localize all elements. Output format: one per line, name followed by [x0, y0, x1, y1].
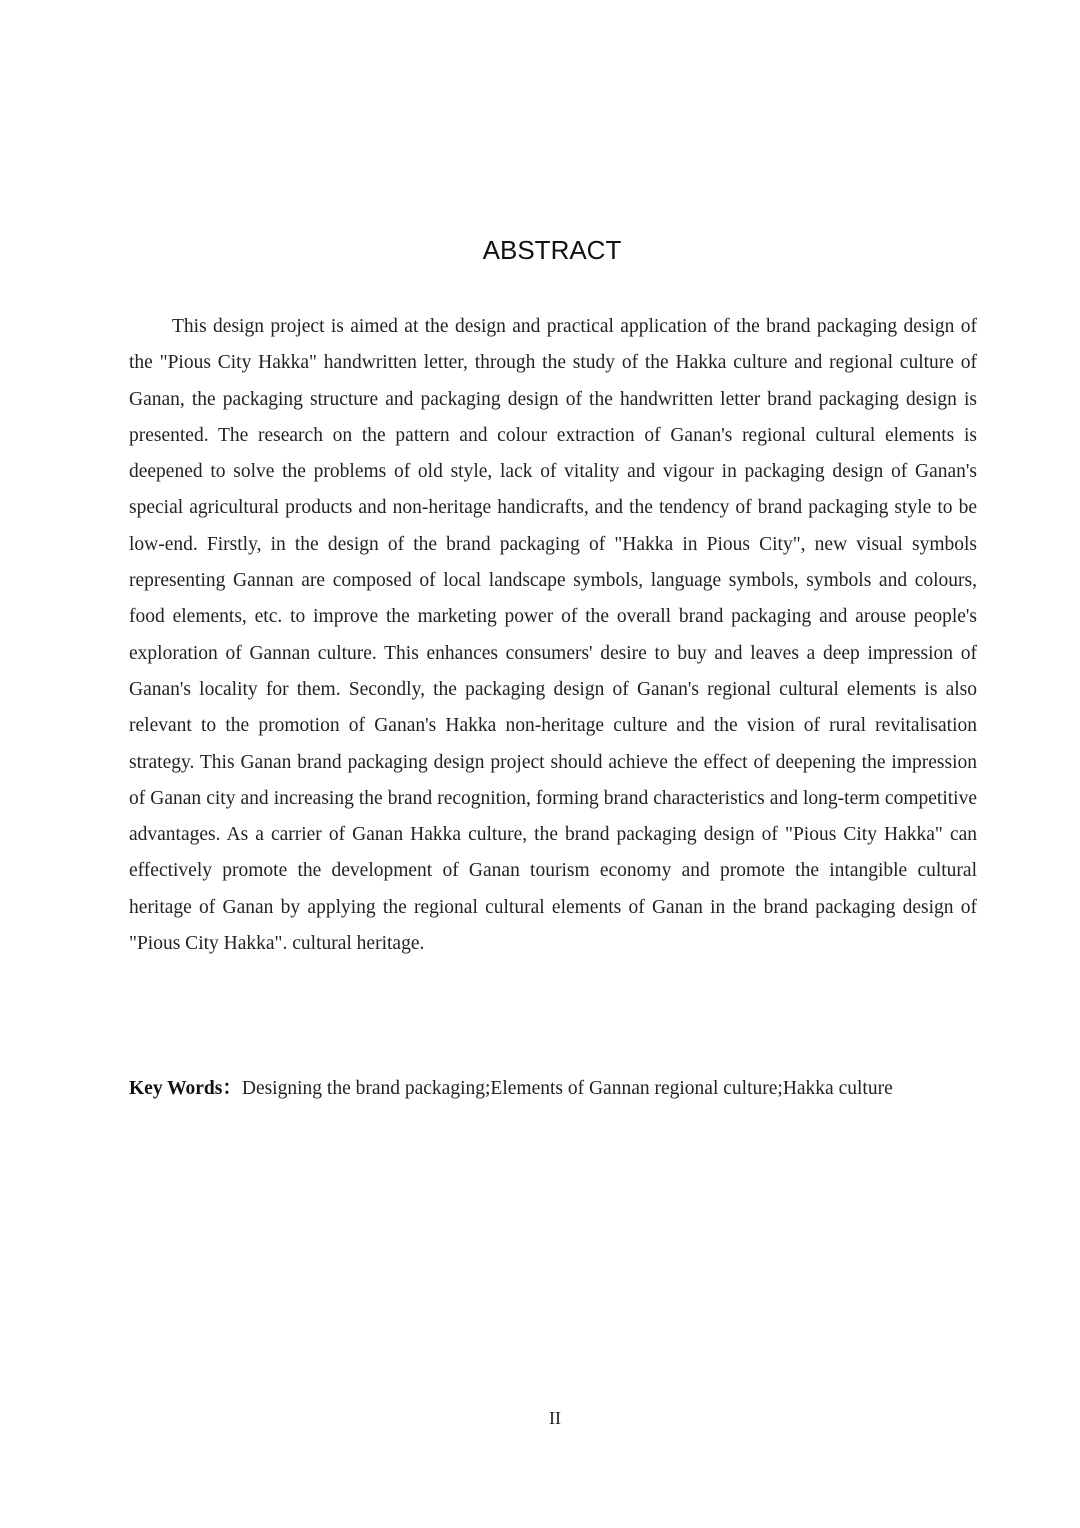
abstract-body-text: This design project is aimed at the design and practical application of the brand packaging design of the "Pious City Hakka" handwritten letter, through the study of the Hakka culture and regional culture of Ganan, the packaging structure and packaging design of the handwritten letter brand packaging design is presented. The research on the pattern and colour extraction of Ganan's regional cultural elements is deepened to solve the problems of old style, lack of vitality and vigour in packaging design of Ganan's special agricultural products and non-heritage handicrafts, and the tendency of brand packaging style to be low-end. Firstly, in the design of the brand packaging of "Hakka in Pious City", new visual symbols representing Gannan are composed of local landscape symbols, language symbols, symbols and colours, food elements, etc. to improve the marketing power of the overall brand packaging and arouse people's exploration of Gannan culture. This enhances consumers' desire to buy and leaves a deep impression of Ganan's locality for them. Secondly, the packaging design of Ganan's regional cultural elements is also relevant to the promotion of Ganan's Hakka non-heritage culture and the vision of rural revitalisation strategy. This Ganan brand packaging design project should achieve the effect of deepening the impression of Ganan city and increasing the brand recognition, forming brand characteristics and long-term competitive advantages. As a carrier of Ganan Hakka culture, the brand packaging design of "Pious City Hakka" can effectively promote the development of Ganan tourism economy and promote the intangible cultural heritage of Ganan by applying the regional cultural elements of Ganan in the brand packaging design of "Pious City Hakka". cultural heritage. [129, 316, 977, 955]
keywords-text: Designing the brand packaging;Elements of Gannan regional culture;Hakka culture [241, 1078, 893, 1099]
keywords-line [129, 1071, 977, 1107]
keywords-label: Key Words： [129, 1078, 242, 1099]
page-number: II [549, 1408, 561, 1428]
abstract-title: ABSTRACT [482, 235, 622, 265]
